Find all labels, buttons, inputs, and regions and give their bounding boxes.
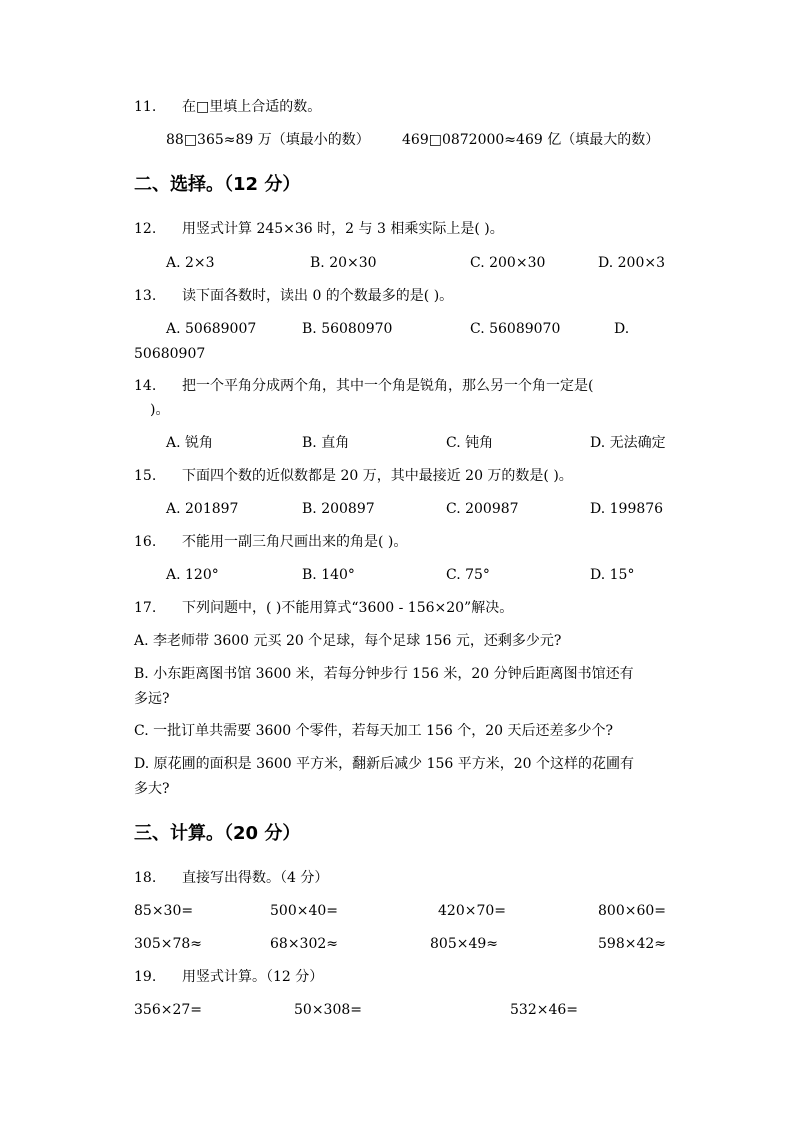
question-16-option-a: A. 120° xyxy=(166,567,219,583)
question-13-option-b: B. 56080970 xyxy=(302,321,393,337)
question-12-option-c: C. 200×30 xyxy=(470,255,546,271)
question-13-option-d-value: 50680907 xyxy=(134,346,206,362)
question-13-number: 13. xyxy=(134,288,157,304)
question-11-part2: 469□0872000≈469 亿（填最大的数） xyxy=(402,132,660,148)
calc-item: 305×78≈ xyxy=(134,936,202,952)
question-16-number: 16. xyxy=(134,534,157,550)
question-12-option-a: A. 2×3 xyxy=(166,255,215,271)
question-15-number: 15. xyxy=(134,468,157,484)
question-16-option-d: D. 15° xyxy=(590,567,635,583)
question-11-number: 11. xyxy=(134,99,157,115)
question-18-number: 18. xyxy=(134,870,157,886)
question-14-option-a: A. 锐角 xyxy=(166,435,214,451)
question-12-number: 12. xyxy=(134,221,157,237)
question-18-text: 直接写出得数。（4 分） xyxy=(182,870,329,886)
question-14-text: 把一个平角分成两个角，其中一个角是锐角，那么另一个角一定是( xyxy=(182,378,594,394)
question-15-option-b: B. 200897 xyxy=(302,501,375,517)
question-11-part1: 88□365≈89 万（填最小的数） xyxy=(166,132,370,148)
question-17-option-d: D. 原花圃的面积是 3600 平方米，翻新后减少 156 平方米，20 个这样的花圃有 xyxy=(134,756,635,772)
question-17-option-a: A. 李老师带 3600 元买 20 个足球，每个足球 156 元，还剩多少元? xyxy=(134,633,562,649)
question-13-option-c: C. 56089070 xyxy=(470,321,561,337)
question-19-text: 用竖式计算。（12 分） xyxy=(182,969,324,985)
question-14-option-b: B. 直角 xyxy=(302,435,350,451)
question-17-number: 17. xyxy=(134,600,157,616)
question-17-option-b-continued: 多远? xyxy=(134,691,170,707)
question-15-text: 下面四个数的近似数都是 20 万，其中最接近 20 万的数是( )。 xyxy=(182,468,573,484)
question-12-text: 用竖式计算 245×36 时，2 与 3 相乘实际上是( )。 xyxy=(182,221,504,237)
calc-item: 68×302≈ xyxy=(270,936,338,952)
question-12-option-d: D. 200×3 xyxy=(598,255,665,271)
question-17-option-d-continued: 多大? xyxy=(134,781,170,797)
question-13-option-a: A. 50689007 xyxy=(166,321,257,337)
question-15-option-c: C. 200987 xyxy=(446,501,519,517)
question-14-text-continued: )。 xyxy=(150,402,170,418)
question-15-option-d: D. 199876 xyxy=(590,501,664,517)
calc-item: 598×42≈ xyxy=(598,936,666,952)
question-13-option-d: D. xyxy=(614,321,630,337)
question-17-option-b: B. 小东距离图书馆 3600 米，若每分钟步行 156 米，20 分钟后距离图书馆还有 xyxy=(134,666,634,682)
calc-item: 805×49≈ xyxy=(430,936,498,952)
question-13-text: 读下面各数时，读出 0 的个数最多的是( )。 xyxy=(182,288,454,304)
question-14-option-d: D. 无法确定 xyxy=(590,435,666,451)
question-14-number: 14. xyxy=(134,378,157,394)
question-11-text: 在□里填上合适的数。 xyxy=(182,99,322,115)
question-16-text: 不能用一副三角尺画出来的角是( )。 xyxy=(182,534,408,550)
vertical-calc-item: 532×46= xyxy=(510,1002,578,1018)
calc-item: 500×40= xyxy=(270,903,338,919)
question-12-option-b: B. 20×30 xyxy=(310,255,377,271)
vertical-calc-item: 356×27= xyxy=(134,1002,202,1018)
question-14-option-c: C. 钝角 xyxy=(446,435,494,451)
calc-item: 420×70= xyxy=(438,903,506,919)
question-15-option-a: A. 201897 xyxy=(166,501,239,517)
question-17-option-c: C. 一批订单共需要 3600 个零件，若每天加工 156 个，20 天后还差多少个? xyxy=(134,723,614,739)
question-16-option-b: B. 140° xyxy=(302,567,355,583)
calc-item: 85×30= xyxy=(134,903,194,919)
calc-item: 800×60= xyxy=(598,903,666,919)
section-3-title: 三、计算。（20 分） xyxy=(134,823,301,844)
section-2-title: 二、选择。（12 分） xyxy=(134,174,301,195)
vertical-calc-item: 50×308= xyxy=(294,1002,362,1018)
question-19-number: 19. xyxy=(134,969,157,985)
question-17-text: 下列问题中，( )不能用算式“3600 - 156×20”解决。 xyxy=(182,600,514,616)
question-16-option-c: C. 75° xyxy=(446,567,490,583)
